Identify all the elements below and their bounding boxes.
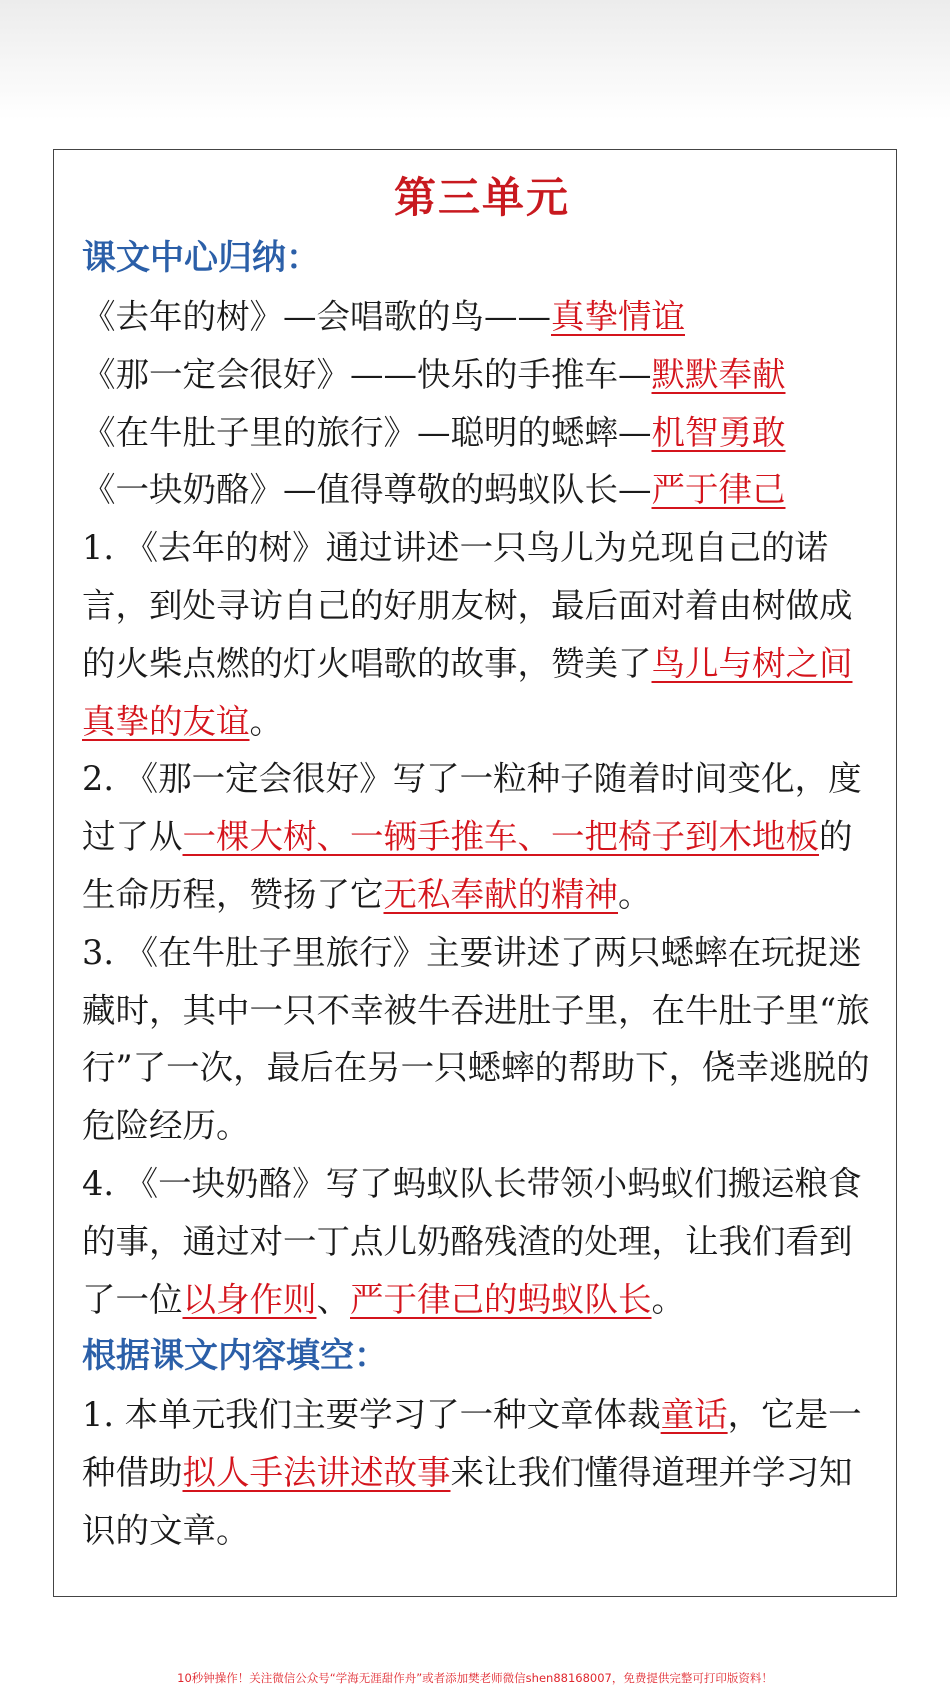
paragraph-text: 。 xyxy=(618,874,652,914)
paragraph-text: 1. 本单元我们主要学习了一种文章体裁 xyxy=(82,1395,661,1435)
paragraph-text: 1. 《去年的树》通过讲述一只鸟儿为兑现自己的诺言，到处寻访自己的好朋友树，最后面对着由树做成的火柴点燃的灯火唱歌的故事，赞美了 xyxy=(82,528,853,683)
summary-answer: 严于律己 xyxy=(651,470,786,510)
paragraph-text: 3. 《在牛肚子里旅行》主要讲述了两只蟋蟀在玩捉迷藏时，其中一只不幸被牛吞进肚子里，在牛肚子里“旅行”了一次，最后在另一只蟋蟀的帮助下，侥幸逃脱的危险经历。 xyxy=(82,932,870,1146)
paragraph-1 xyxy=(82,519,882,750)
summary-item xyxy=(82,346,882,404)
answer-highlight: 鸟儿与树之间真挚的友谊 xyxy=(82,643,853,741)
summary-item xyxy=(82,461,882,519)
fill-question-1 xyxy=(82,1386,882,1559)
paragraph-text: 来让我们懂得道理并学习知识的文章。 xyxy=(82,1453,853,1550)
unit-title: 第三单元 xyxy=(393,173,570,222)
answer-highlight: 无私奉献的精神 xyxy=(383,874,618,914)
paragraph-text: 2. 《那一定会很好》写了一粒种子随着时间变化，度过了从 xyxy=(82,759,862,857)
summary-text: 《去年的树》—会唱歌的鸟—— xyxy=(82,297,551,336)
paragraph-3 xyxy=(82,924,882,1155)
document-frame xyxy=(53,149,897,1597)
paragraph-text: 4. 《一块奶酪》写了蚂蚁队长带领小蚂蚁们搬运粮食的事，通过对一丁点儿奶酪残渣的处理，让我们看到了一位 xyxy=(82,1163,862,1319)
paragraph-text: 。 xyxy=(651,1279,685,1319)
paragraph-4 xyxy=(82,1155,882,1328)
summary-text: 《在牛肚子里的旅行》—聪明的蟋蟀— xyxy=(82,412,652,452)
paragraph-text: 、 xyxy=(316,1279,350,1319)
document-content xyxy=(82,172,882,1560)
summary-answer: 机智勇敢 xyxy=(651,412,786,452)
answer-highlight: 童话 xyxy=(660,1395,728,1435)
summary-item xyxy=(82,288,882,346)
answer-highlight: 拟人手法讲述故事 xyxy=(182,1453,451,1493)
summary-text: 《那一定会很好》——快乐的手推车— xyxy=(82,354,652,394)
paragraph-text: 的生命历程，赞扬了它 xyxy=(82,817,853,914)
paragraph-text: ，它是一种借助 xyxy=(82,1395,862,1493)
answer-highlight: 严于律己的蚂蚁队长 xyxy=(350,1279,652,1319)
fill-heading: 根据课文内容填空： xyxy=(82,1336,388,1377)
summary-item xyxy=(82,404,882,462)
summary-text: 《一块奶酪》—值得尊敬的蚂蚁队长— xyxy=(82,470,652,510)
answer-highlight: 一棵大树、一辆手推车、一把椅子到木地板 xyxy=(182,817,819,857)
summary-answer: 默默奉献 xyxy=(651,354,786,394)
footer-notice: 10秒钟操作！关注微信公众号“学海无涯甜作舟”或者添加樊老师微信shen88168007，免费提供完整可打印版资料！ xyxy=(177,1671,773,1685)
paragraph-2 xyxy=(82,750,882,923)
top-shadow xyxy=(0,0,950,120)
answer-highlight: 以身作则 xyxy=(182,1279,317,1319)
summary-heading: 课文中心归纳： xyxy=(82,238,320,278)
paragraph-text: 。 xyxy=(249,701,283,741)
summary-answer: 真挚情谊 xyxy=(551,297,685,336)
